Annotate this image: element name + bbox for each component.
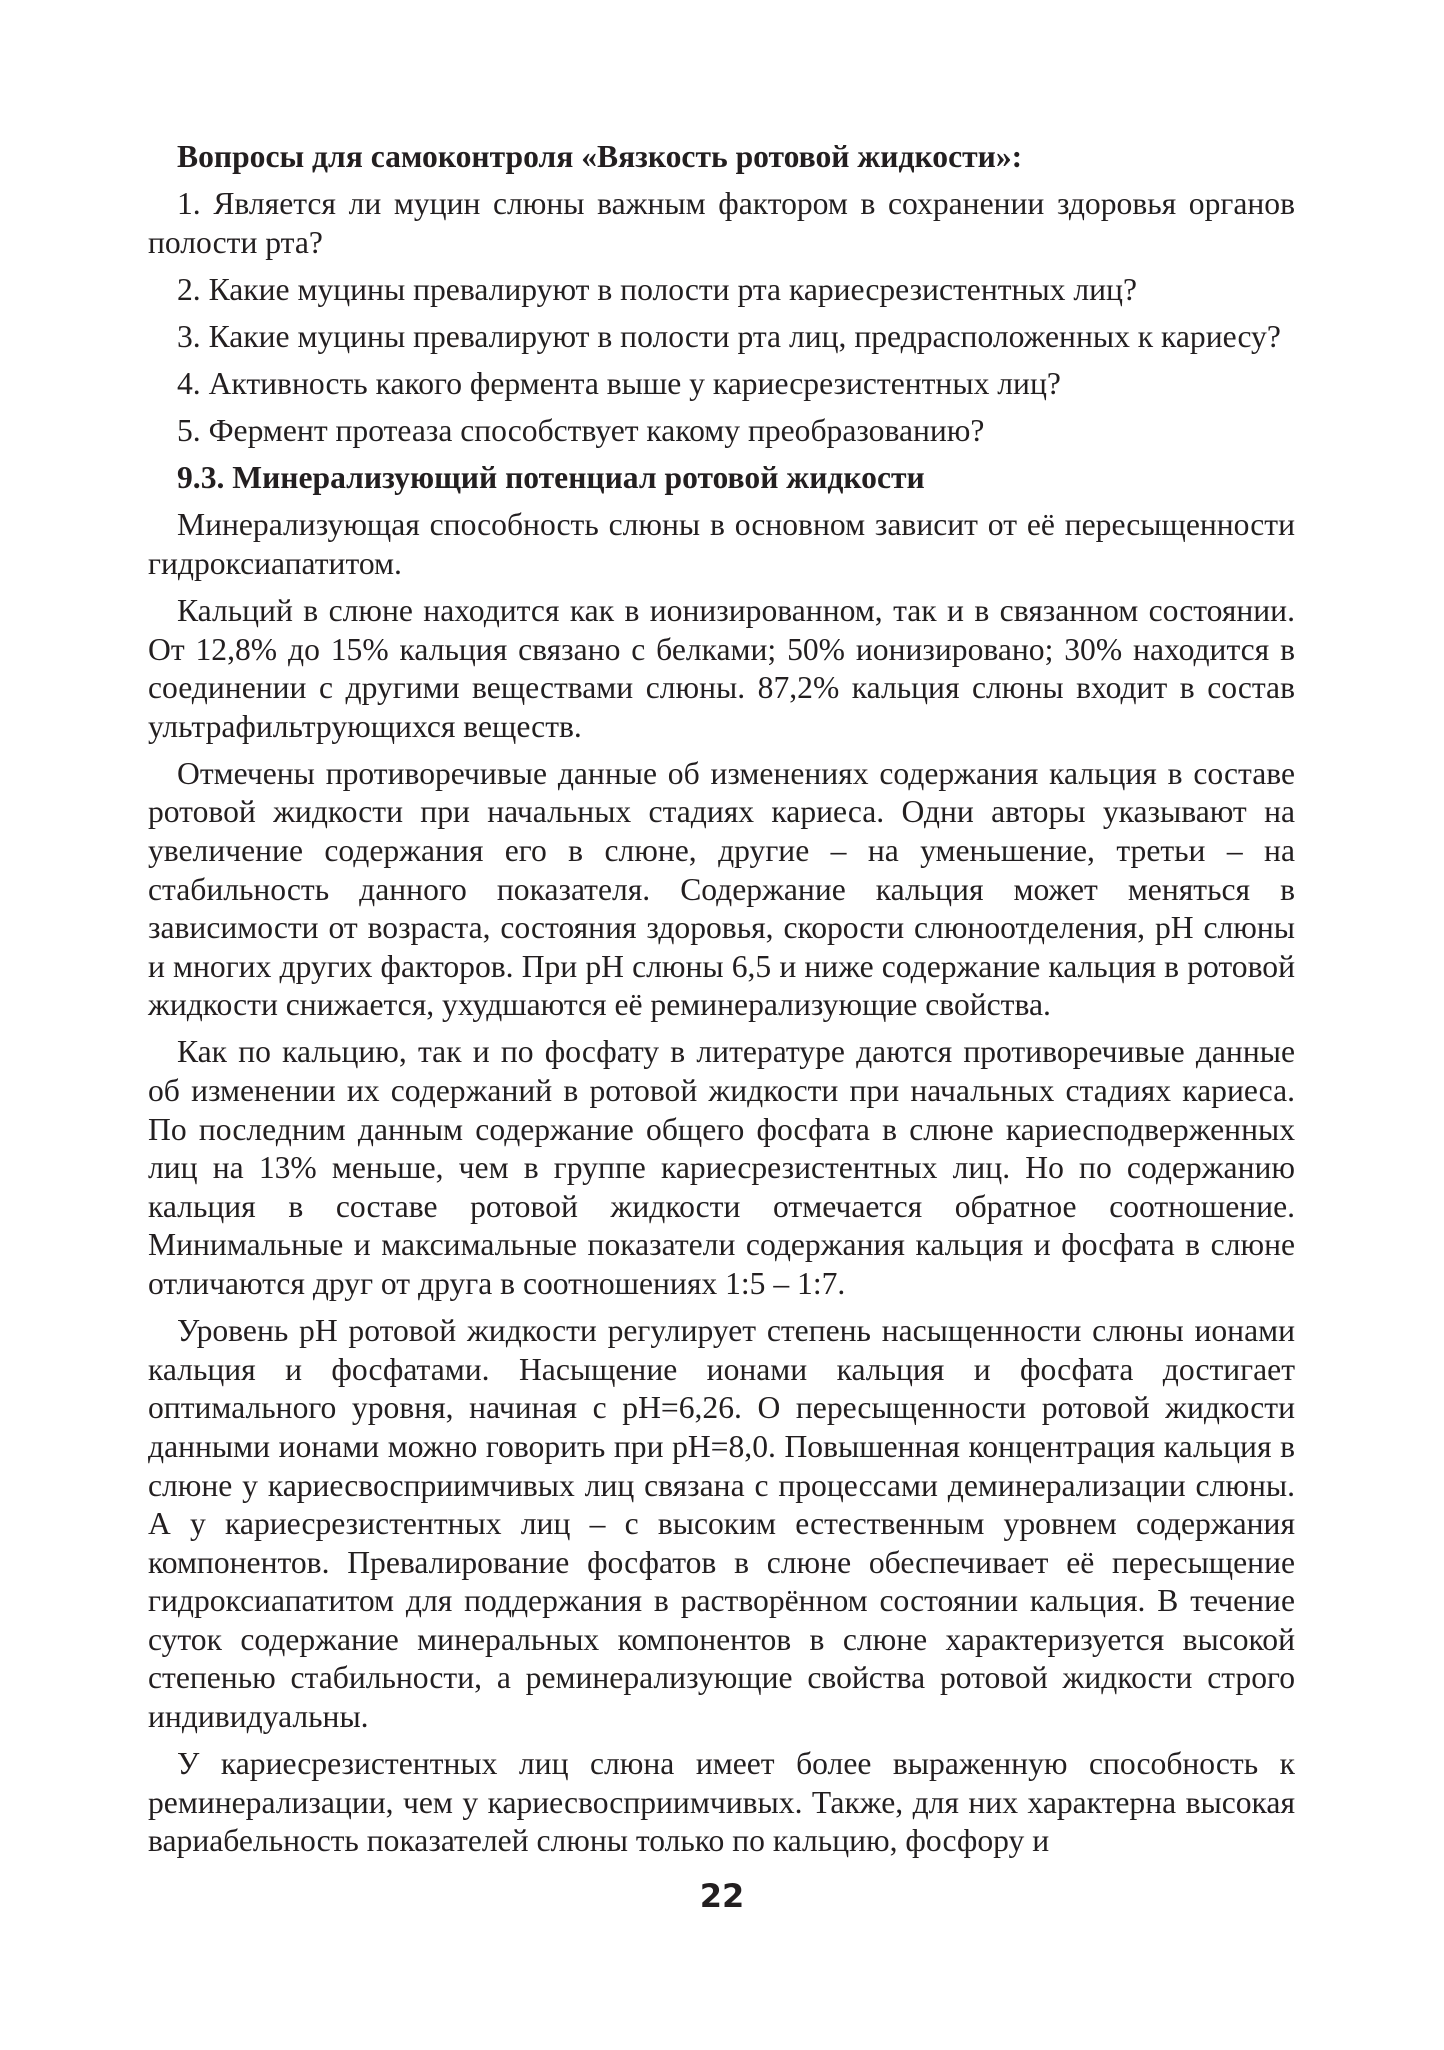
section-heading: 9.3. Минерализующий потенциал ротовой жидкости [177,460,925,496]
question-item: 5. Фермент протеаза способствует какому преобразованию? [177,413,985,449]
body-paragraph: Минерализующая способность слюны в основном зависит от её пересыщенности гидроксиапатитом. [148,507,1295,581]
question-item: 4. Активность какого фермента выше у кариесрезистентных лиц? [177,365,1061,401]
body-paragraph: Уровень pH ротовой жидкости регулирует степень насыщенности слюны ионами кальция и фосфатами. Насыщение ионами кальция и фосфата достигает оптимального уровня, начиная с pH=6,26. О пересыщенности ротовой жидкости данными ионами можно говорить при pH=8,0. Повышенная концентрация кальция в слюне у кариесвосприимчивых лиц связана с процессами деминерализации слюны. А у кариесрезистентных лиц – с высоким естественным уровнем содержания компонентов. Превалирование фосфатов в слюне обеспечивает её пересыщение гидроксиапатитом для поддержания в растворённом состоянии кальция. В течение суток содержание минеральных компонентов в слюне характеризуется высокой степенью стабильности, а реминерализующие свойства ротовой жидкости строго индивидуальны. [148,1313,1295,1735]
body-paragraph: У кариесрезистентных лиц слюна имеет более выраженную способность к реминерализации, чем у кариесвосприимчивых. Также, для них характерна высокая вариабельность показателей слюны только по кальцию, фосфору и [148,1746,1295,1859]
page-number: 22 [699,1877,745,1915]
body-paragraph: Отмечены противоречивые данные об изменениях содержания кальция в составе ротовой жидкости при начальных стадиях кариеса. Одни авторы указывают на увеличение содержания его в слюне, другие – на уменьшение, третьи – на стабильность данного показателя. Содержание кальция может меняться в зависимости от возраста, состояния здоровья, скорости слюноотделения, pH слюны и многих других факторов. При pH слюны 6,5 и ниже содержание кальция в ротовой жидкости снижается, ухудшаются её реминерализующие свойства. [148,755,1295,1023]
body-paragraph: Как по кальцию, так и по фосфату в литературе даются противоречивые данные об изменении их содержаний в ротовой жидкости при начальных стадиях кариеса. По последним данным содержание общего фосфата в слюне кариесподверженных лиц на 13% меньше, чем в группе кариесрезистентных лиц. Но по содержанию кальция в составе ротовой жидкости отмечается обратное соотношение. Минимальные и максимальные показатели содержания кальция и фосфата в слюне отличаются друг от друга в соотношениях 1:5 – 1:7. [148,1034,1295,1302]
questions-heading: Вопросы для самоконтроля «Вязкость ротовой жидкости»: [177,139,1023,174]
question-item: 1. Является ли муцин слюны важным фактором в сохранении здоровья органов полости рта? [148,186,1295,260]
question-item: 2. Какие муцины превалируют в полости рта кариесрезистентных лиц? [177,271,1137,307]
question-item: 3. Какие муцины превалируют в полости рта лиц, предрасположенных к кариесу? [177,318,1281,354]
page-body [148,138,1295,1869]
body-paragraph: Кальций в слюне находится как в ионизированном, так и в связанном состоянии. От 12,8% до 15% кальция связано с белками; 50% ионизировано; 30% находится в соединении с другими веществами слюны. 87,2% кальция слюны входит в состав ультрафильтрующихся веществ. [148,592,1295,744]
